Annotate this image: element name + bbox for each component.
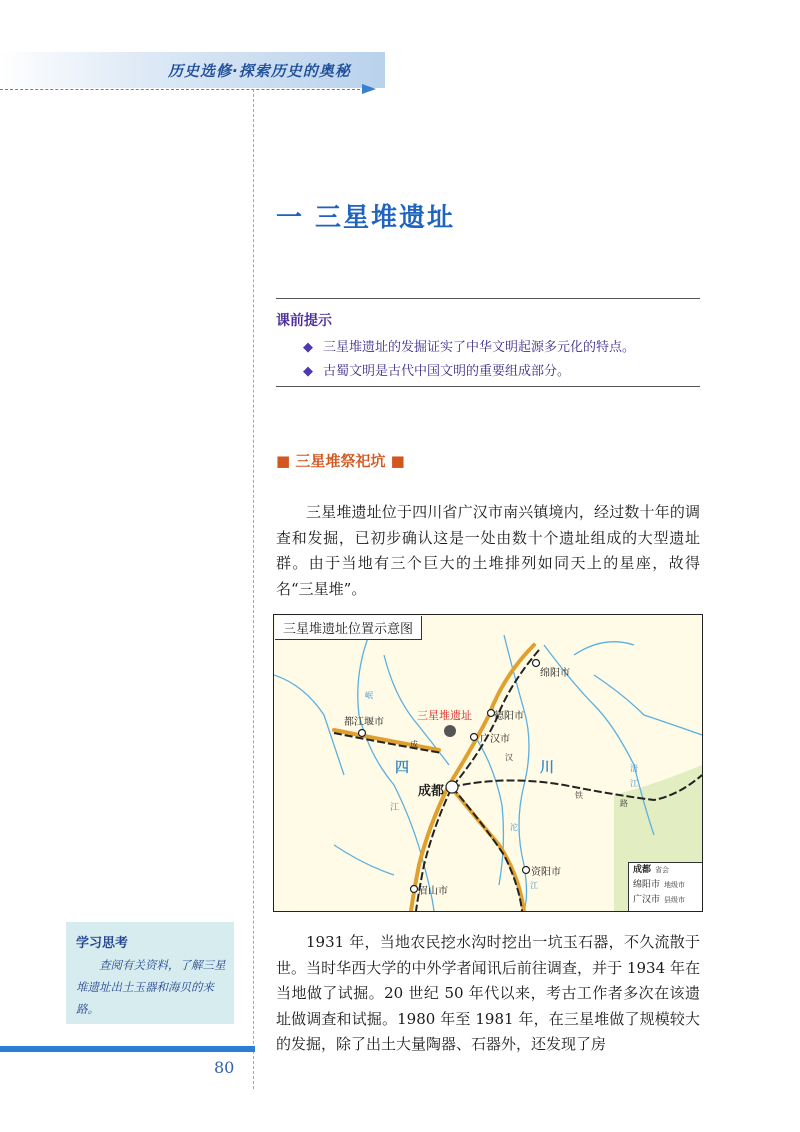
body-paragraph-1: 三星堆遗址位于四川省广汉市南兴镇境内，经过数十年的调查和发掘，已初步确认这是一处由数十个遗址组成的大型遗址群。由于当地有三个巨大的土堆排列如同天上的星座，故得名“三星堆”。 bbox=[276, 503, 700, 598]
map-label-river: 岷 bbox=[365, 691, 373, 700]
map-label-river: 沱 bbox=[510, 823, 518, 832]
margin-divider bbox=[253, 89, 254, 1089]
sidebar-heading: 学习思考 bbox=[76, 936, 129, 951]
diamond-bullet-icon: ◆ bbox=[303, 340, 313, 355]
map-label-city: 广汉市 bbox=[480, 734, 510, 745]
map-label-river: 涪 bbox=[630, 764, 638, 773]
map-label-railway: 成 bbox=[410, 740, 418, 749]
map-label-river: 江 bbox=[390, 803, 400, 813]
preview-item: ◆ 三星堆遗址的发掘证实了中华文明起源多元化的特点。 bbox=[303, 340, 636, 355]
preview-top-rule bbox=[276, 298, 700, 299]
section-heading: ■ 三星堆祭祀坑 ■ bbox=[276, 452, 405, 470]
page-number: 80 bbox=[214, 1058, 235, 1077]
map-label-region: 川 bbox=[540, 760, 554, 776]
legend-item: 绵阳市 地级市 bbox=[633, 880, 686, 890]
map-label-city: 眉山市 bbox=[418, 886, 448, 897]
map-label-railway: 铁 bbox=[575, 791, 583, 800]
sidebar-text: 查阅有关资料，了解三星堆遗址出土玉器和海贝的来路。 bbox=[76, 958, 226, 1016]
sanxingdui-marker bbox=[444, 725, 456, 737]
city-markers bbox=[359, 660, 540, 893]
book-title: 历史选修·探索历史的奥秘 bbox=[168, 62, 351, 80]
map-label-site: 三星堆遗址 bbox=[417, 709, 472, 722]
map-label-region: 四 bbox=[395, 760, 409, 776]
header-arrow-icon bbox=[362, 84, 376, 94]
map-label-river: 江 bbox=[530, 881, 538, 890]
map-label-capital: 成都 bbox=[418, 784, 445, 799]
diamond-bullet-icon: ◆ bbox=[303, 364, 313, 379]
map-label-city: 德阳市 bbox=[494, 711, 524, 722]
map-legend bbox=[628, 862, 702, 911]
legend-item: 成都 省会 bbox=[633, 865, 670, 875]
preview-bottom-rule bbox=[276, 386, 700, 387]
chapter-title: 一 三星堆遗址 bbox=[276, 203, 456, 233]
map-label-river: 江 bbox=[630, 779, 638, 788]
map-label-railway: 汉 bbox=[505, 753, 513, 762]
preview-item: ◆ 古蜀文明是古代中国文明的重要组成部分。 bbox=[303, 364, 571, 379]
map-title: 三星堆遗址位置示意图 bbox=[275, 616, 422, 640]
header-divider bbox=[0, 89, 365, 90]
map-label-city: 绵阳市 bbox=[540, 668, 570, 679]
preview-heading: 课前提示 bbox=[276, 313, 332, 329]
legend-item: 广汉市 县级市 bbox=[633, 895, 686, 905]
map-label-city: 资阳市 bbox=[531, 867, 561, 878]
body-paragraph-2: 1931 年，当地农民挖水沟时挖出一坑玉石器，不久流散于世。当时华西大学的中外学者闻讯后前往调查，并于 1934 年在当地做了试掘。20 世纪 50 年代以来，考古工作者多次在该遗址做调查和试掘。1980 年至 1981 年，在三星堆做了规模较大的发掘，除了出土大量陶器、石器外，还发现了房 bbox=[276, 933, 700, 1053]
map-label-city: 都江堰市 bbox=[344, 717, 384, 728]
highways bbox=[334, 645, 534, 911]
footer-bar bbox=[0, 1046, 255, 1052]
map-label-railway: 路 bbox=[620, 799, 628, 808]
